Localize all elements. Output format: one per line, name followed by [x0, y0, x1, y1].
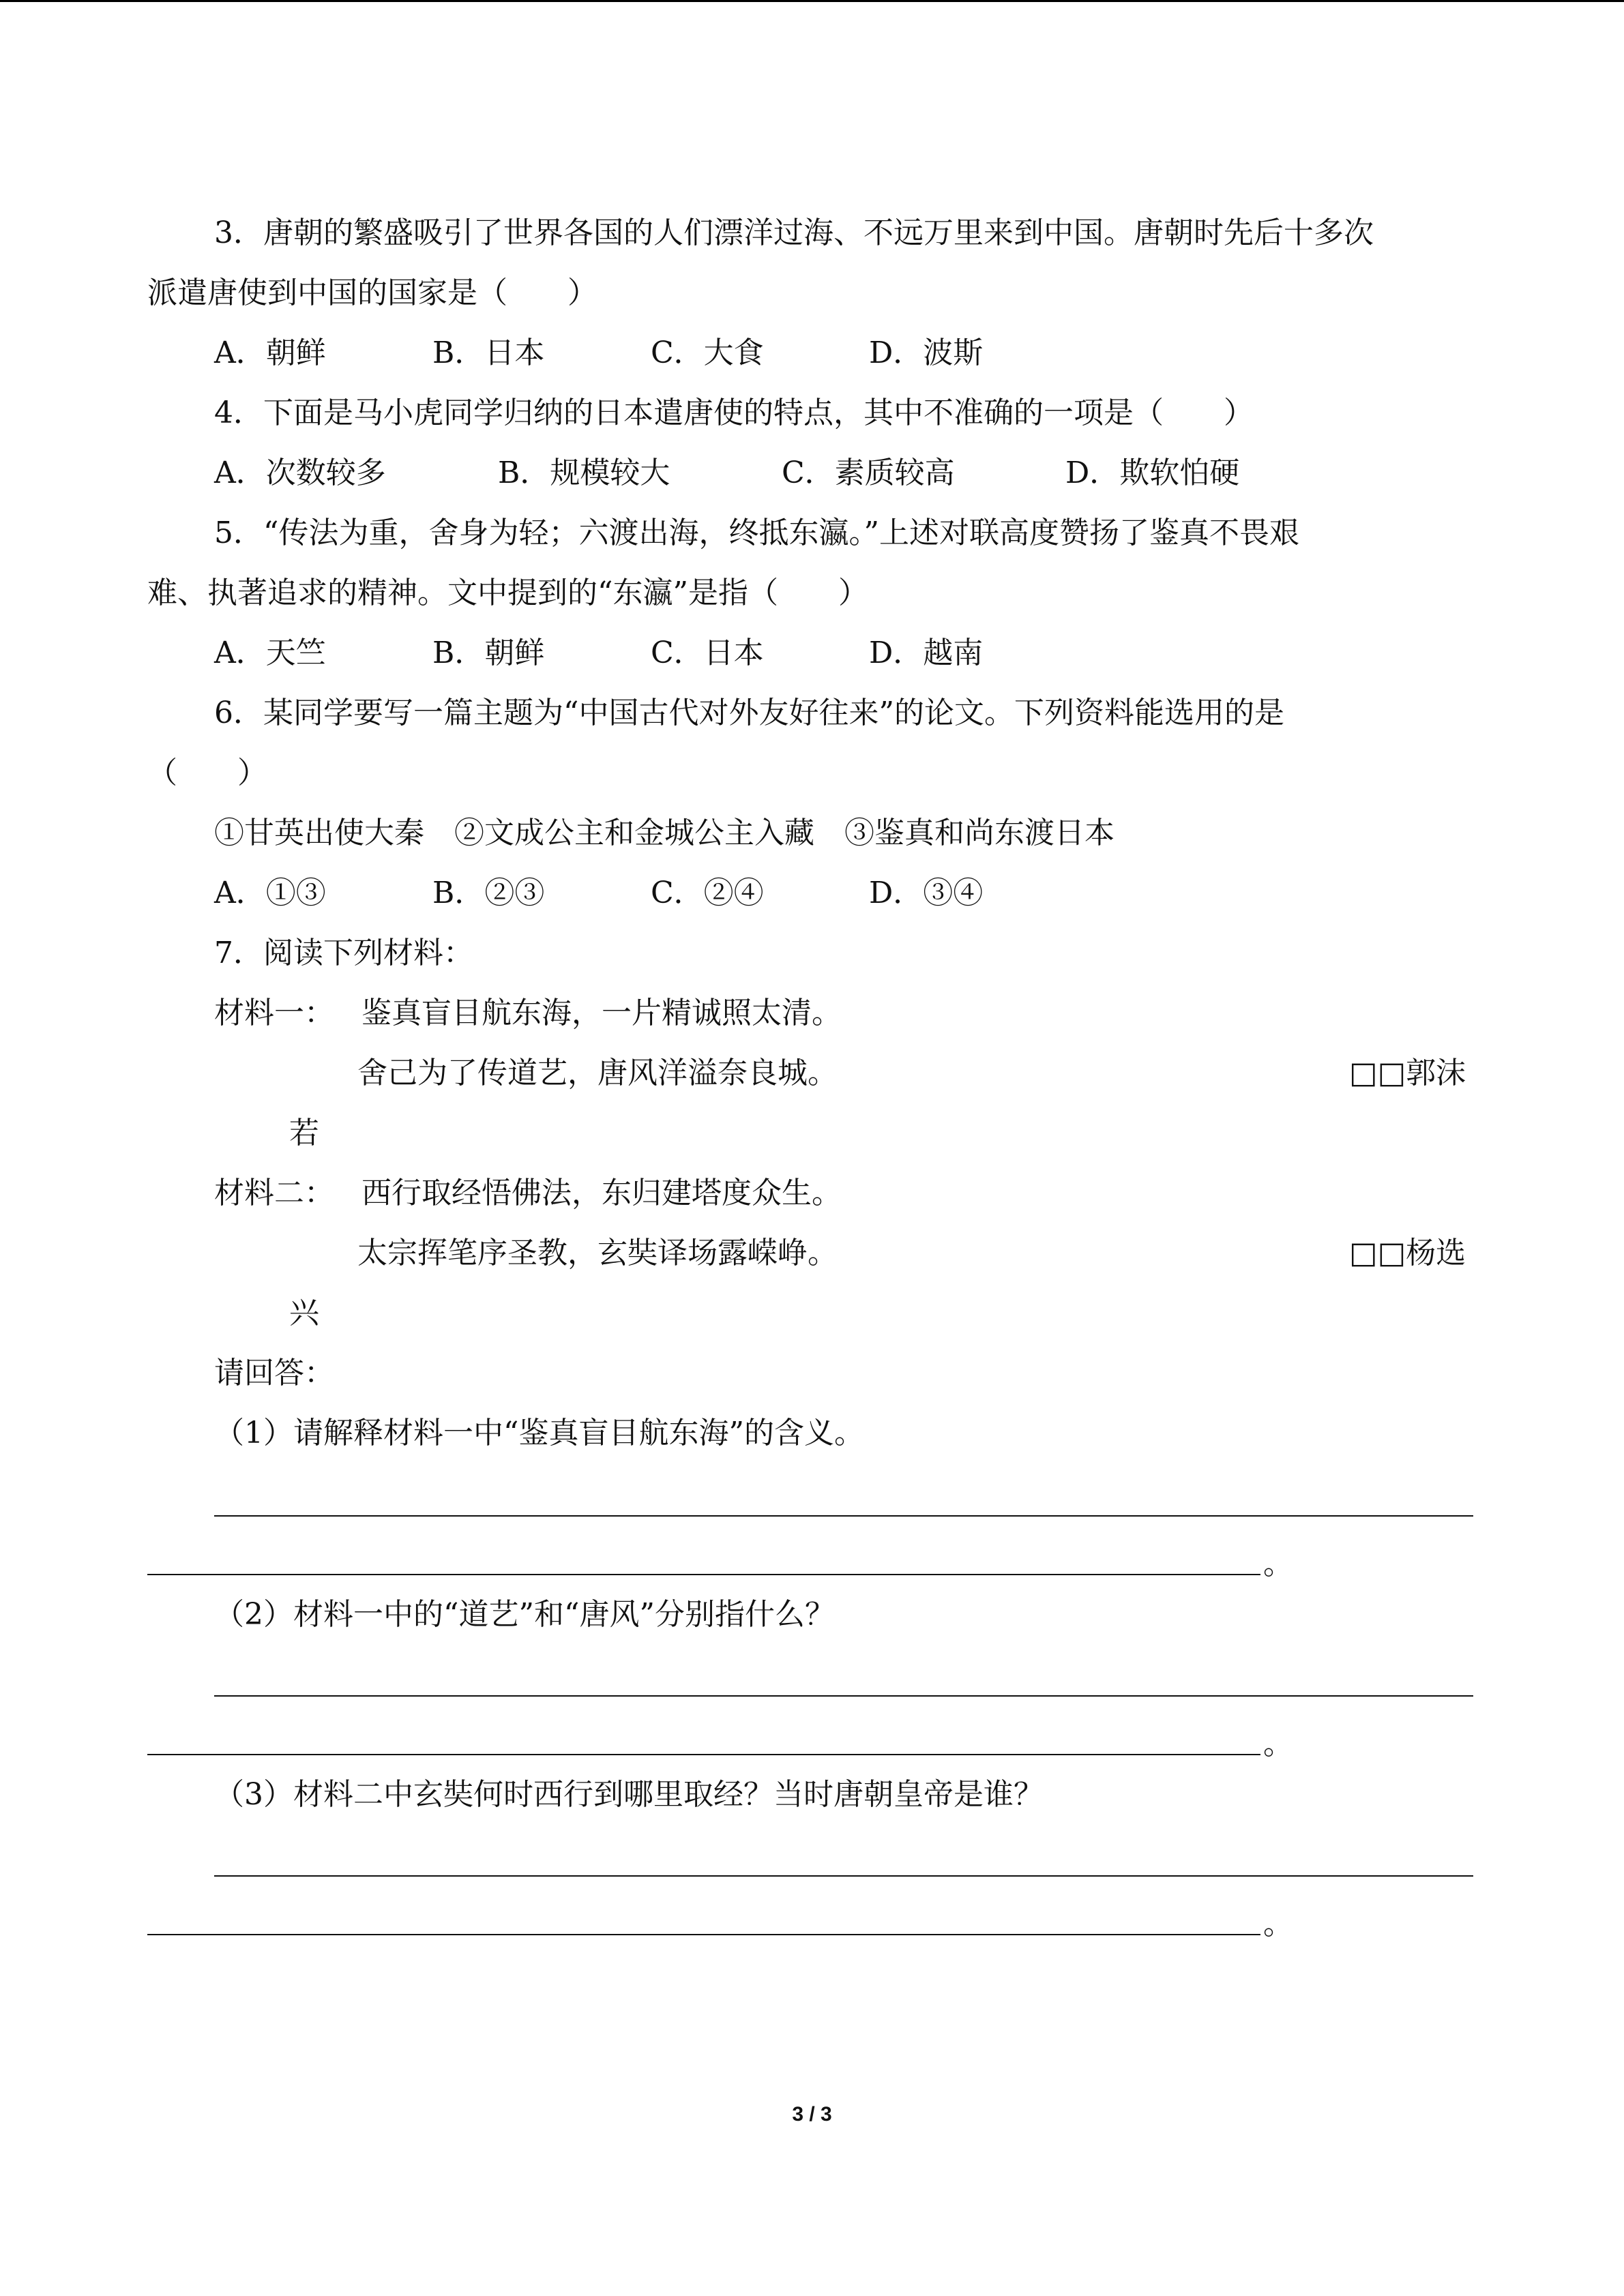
material-2-author-wrap: 兴 — [289, 1296, 319, 1330]
material-2-line1: 西行取经悟佛法，东归建塔度众生。 — [361, 1176, 842, 1210]
q4-option-b: B．规模较大 — [498, 456, 670, 490]
q4-option-d: D．欺软怕硬 — [1065, 456, 1240, 490]
answer-line-2b[interactable] — [147, 1754, 1260, 1755]
q3-option-b: B．日本 — [432, 336, 545, 370]
q6-option-c: C．②④ — [651, 876, 764, 910]
q6-stem-line1: 6．某同学要写一篇主题为“中国古代对外友好往来”的论文。下列资料能选用的是 — [214, 696, 1284, 730]
q4-stem-line1: 4．下面是马小虎同学归纳的日本遣唐使的特点，其中不准确的一项是（ ） — [214, 396, 1254, 430]
material-1-author-wrap: 若 — [289, 1116, 319, 1150]
q6-option-b: B．②③ — [432, 876, 545, 910]
q6-items: ①甘英出使大秦 ②文成公主和金城公主入藏 ③鉴真和尚东渡日本 — [214, 816, 1114, 850]
answer-line-1b[interactable] — [147, 1574, 1260, 1575]
material-1-label: 材料一： — [214, 996, 334, 1030]
q3-stem-line2: 派遣唐使到中国的国家是（ ） — [147, 275, 597, 310]
q5-stem-line2: 难、执著追求的精神。文中提到的“东瀛”是指（ ） — [147, 576, 868, 610]
material-1-line2: 舍己为了传道艺，唐风洋溢奈良城。 — [357, 1056, 838, 1090]
answer-prompt: 请回答： — [214, 1356, 334, 1390]
q5-option-c: C．日本 — [651, 636, 764, 670]
sub-question-2: （2）材料一中的“道艺”和“唐风”分别指什么？ — [214, 1597, 835, 1632]
q6-option-a: A．①③ — [214, 876, 326, 910]
q5-stem-line1: 5．“传法为重，舍身为轻；六渡出海，终抵东瀛。”上述对联高度赞扬了鉴真不畏艰 — [214, 516, 1299, 550]
page-number: 3 / 3 — [792, 2103, 832, 2126]
q6-stem-line2: （ ） — [147, 756, 267, 790]
q4-option-a: A．次数较多 — [214, 456, 386, 490]
q6-option-d: D．③④ — [869, 876, 984, 910]
material-1-line1: 鉴真盲目航东海，一片精诚照太清。 — [361, 996, 842, 1030]
answer-line-3a[interactable] — [214, 1875, 1473, 1877]
sub-question-1: （1）请解释材料一中“鉴真盲目航东海”的含义。 — [214, 1416, 864, 1450]
material-1-author: □□郭沫 — [1349, 1056, 1466, 1090]
material-2-line2: 太宗挥笔序圣教，玄奘译场露嵘峥。 — [357, 1236, 838, 1270]
sub-question-3: （3）材料二中玄奘何时西行到哪里取经？当时唐朝皇帝是谁？ — [214, 1777, 1044, 1812]
q5-option-b: B．朝鲜 — [432, 636, 545, 670]
q3-option-c: C．大食 — [651, 336, 764, 370]
q3-option-d: D．波斯 — [869, 336, 984, 370]
q3-stem-line1: 3．唐朝的繁盛吸引了世界各国的人们漂洋过海、不远万里来到中国。唐朝时先后十多次 — [214, 215, 1374, 250]
q5-option-a: A．天竺 — [214, 636, 326, 670]
answer-line-2a[interactable] — [214, 1695, 1473, 1697]
answer-line-3b[interactable] — [147, 1934, 1260, 1935]
answer-period-2: 。 — [1263, 1727, 1293, 1761]
q7-intro: 7．阅读下列材料： — [214, 936, 473, 970]
answer-period-3: 。 — [1263, 1907, 1293, 1941]
answer-line-1a[interactable] — [214, 1515, 1473, 1517]
answer-period-1: 。 — [1263, 1547, 1293, 1581]
material-2-author: □□杨选 — [1349, 1236, 1466, 1270]
material-2-label: 材料二： — [214, 1176, 334, 1210]
q3-option-a: A．朝鲜 — [214, 336, 326, 370]
q5-option-d: D．越南 — [869, 636, 984, 670]
q4-option-c: C．素质较高 — [782, 456, 955, 490]
page-top-border — [0, 0, 1624, 2]
